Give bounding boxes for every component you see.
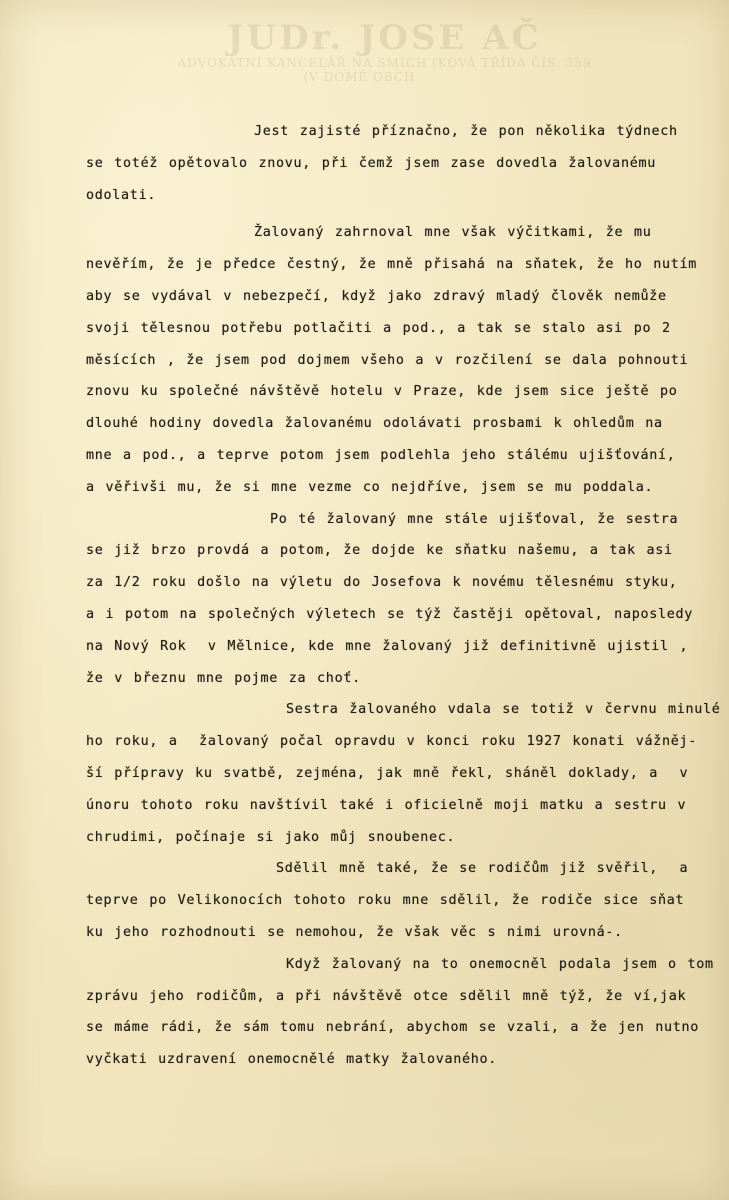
paragraph: [86, 694, 726, 853]
text-line: Sdělil mně také, že se rodičům již svěřil, a: [276, 861, 689, 877]
text-line: se již brzo provdá a potom, že dojde ke sňatku našemu, a tak asi: [86, 543, 673, 559]
text-line: na Nový Rok v Mělnice, kde mne žalovaný již definitivně ujistil ,: [86, 638, 689, 654]
text-line: znovu ku společné návštěvě hotelu v Praze, kde jsem sice ještě po: [86, 384, 678, 400]
text-line: chrudimi, počínaje si jako můj snoubenec.: [86, 829, 456, 845]
text-line: odolati.: [86, 187, 157, 203]
text-line: Žalovaný zahrnoval mne však výčitkami, že mu: [254, 225, 652, 241]
text-line: ší přípravy ku svatbě, zejména, jak mně řekl, sháněl doklady, a v: [86, 765, 689, 781]
text-line: se totéž opětovalo znovu, při čemž jsem zase dovedla žalovanému: [86, 155, 656, 171]
text-line: zprávu jeho rodičům, a při návštěvě otce sdělil mně týž, že ví,jak: [86, 988, 687, 1004]
paragraph: [86, 217, 726, 503]
text-line: ku jeho rozhodnouti se nemohou, že však věc s nimi urovná-.: [86, 924, 623, 940]
letterhead-address-line: ADVOKÁTNÍ KANCELÁŘ NA SMÍCH (KOVÁ TŘÍDA ČÍS. 359: [177, 56, 592, 70]
text-line: svoji tělesnou potřebu potlačiti a pod., a tak se stalo asi po 2: [86, 320, 671, 336]
paragraph: [86, 949, 726, 1076]
text-line: Jest zajisté příznačno, že pon několika týdnech: [254, 124, 678, 139]
text-line: vyčkati uzdravení onemocnělé matky žalovaného.: [86, 1052, 498, 1068]
text-line: za 1/2 roku došlo na výletu do Josefova k novému tělesnému styku,: [86, 575, 678, 591]
text-line: a i potom na společných výletech se týž častěji opětoval, naposledy: [86, 606, 694, 622]
text-line: se máme rádi, že sám tomu nebrání, abychom se vzali, a že jen nutno: [86, 1020, 700, 1036]
text-line: Po té žalovaný mne stále ujišťoval, že sestra: [270, 511, 679, 527]
faded-letterhead: [0, 18, 729, 84]
text-line: že v březnu mne pojme za choť.: [86, 670, 361, 686]
paragraph: [86, 116, 726, 211]
text-line: Sestra žalovaného vdala se totiž v červnu minulé: [286, 702, 721, 718]
paragraph: [86, 504, 726, 695]
text-line: aby se vydával v nebezpečí, když jako zdravý mladý člověk nemůže: [86, 288, 667, 304]
text-line: mne a pod., a teprve potom jsem podlehla jeho stálému ujišťování,: [86, 447, 676, 463]
text-line: a věřivši mu, že si mne vezme co nejdříve, jsem se mu poddala.: [86, 479, 654, 495]
text-line: ho roku, a žalovaný počal opravdu v konci roku 1927 konati vážněj-: [86, 734, 698, 750]
text-line: dlouhé hodiny dovedla žalovanému odolávati prosbami k ohledům na: [86, 416, 663, 432]
letterhead-address-line-2: (V DOMĚ OBCH: [303, 70, 416, 84]
typed-letter-body: [86, 116, 726, 1076]
text-line: teprve po Velikonocích tohoto roku mne sdělil, že rodiče sice sňat: [86, 893, 685, 909]
text-line: únoru tohoto roku navštívil také i oficielně moji matku a sestru v: [86, 797, 687, 813]
letterhead-name: JUDr. JOSE AČ: [227, 18, 542, 58]
paragraph: [86, 853, 726, 948]
text-line: měsících , že jsem pod dojmem všeho a v rozčilení se dala pohnouti: [86, 352, 689, 368]
text-line: nevěřím, že je předce čestný, že mně přisahá na sňatek, že ho nutím: [86, 257, 698, 273]
text-line: Když žalovaný na to onemocněl podala jsem o tom: [286, 956, 714, 972]
